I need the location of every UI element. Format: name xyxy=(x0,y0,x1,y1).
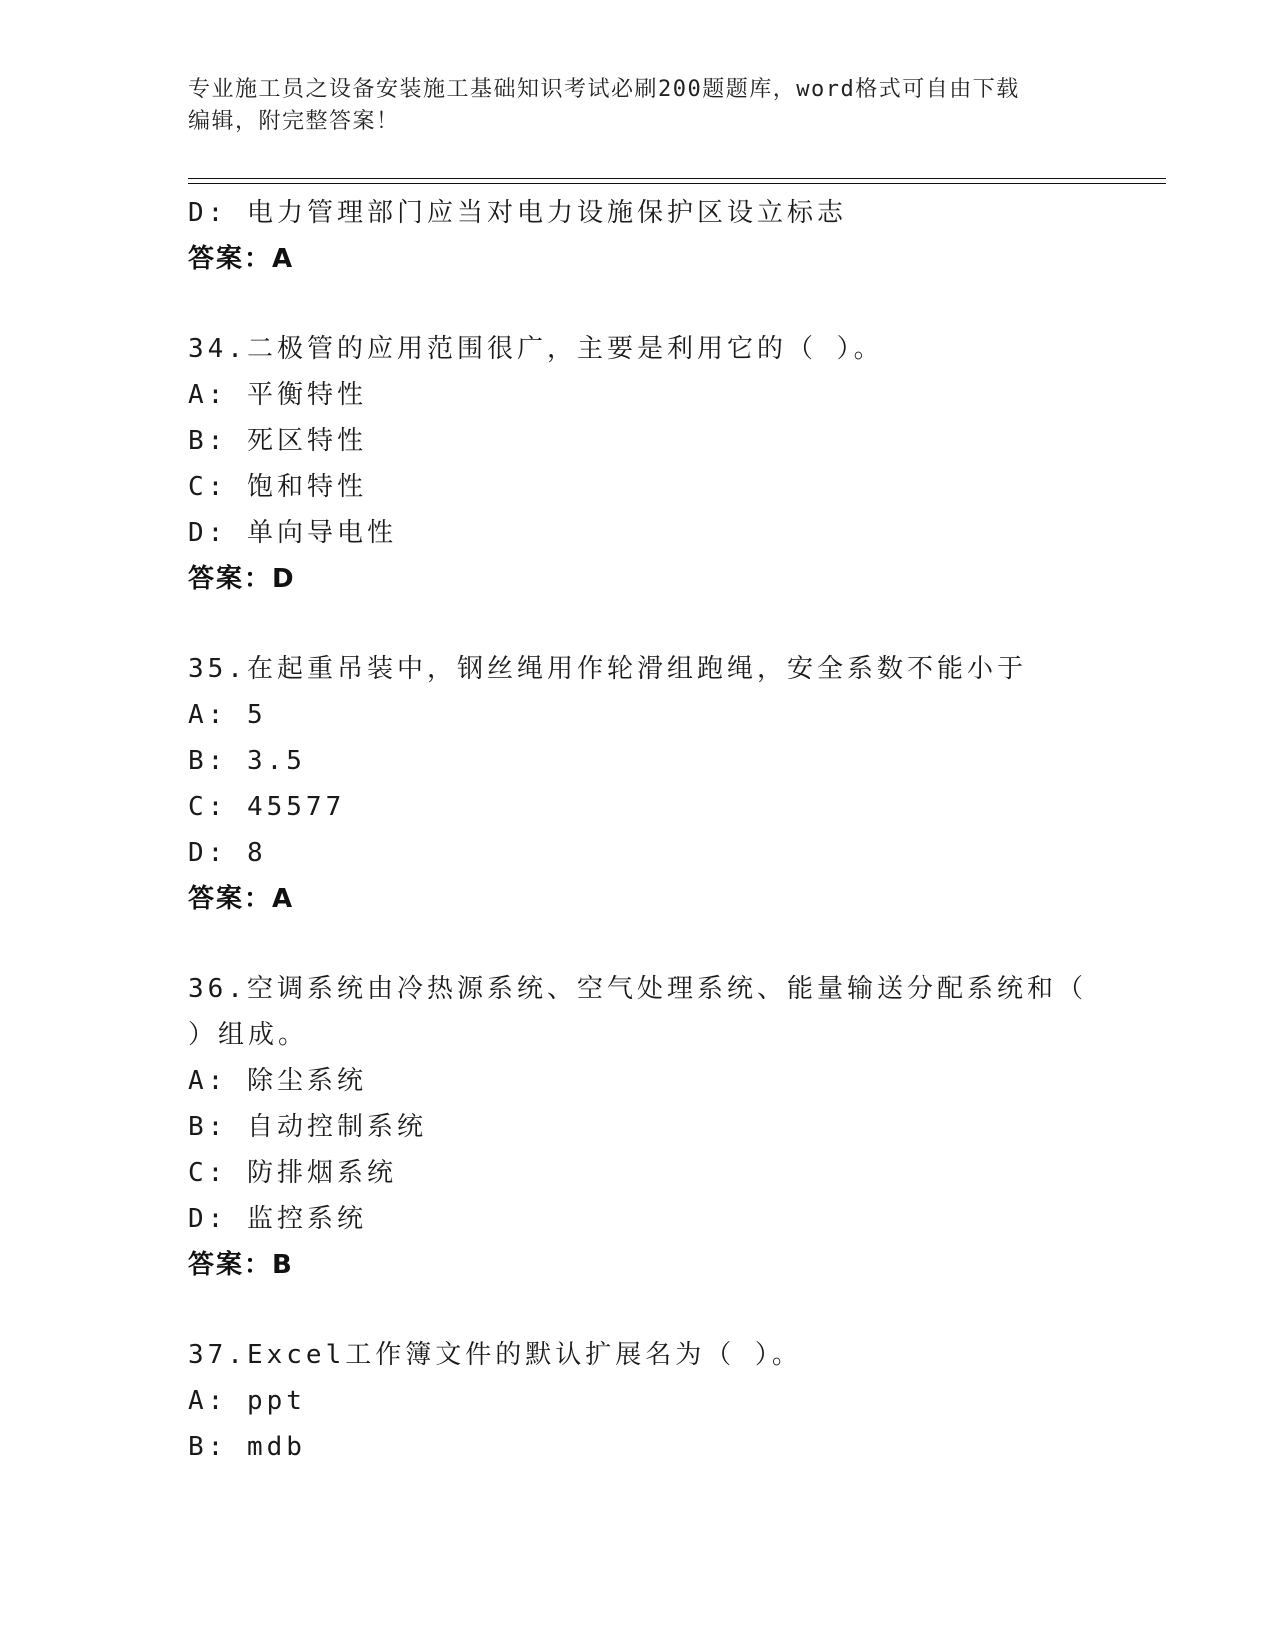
question-block-37 xyxy=(188,1332,1168,1470)
question-stem-line-1: 36.空调系统由冷热源系统、空气处理系统、能量输送分配系统和（ xyxy=(188,974,1087,1004)
option-b: B: 死区特性 xyxy=(188,426,367,456)
question-block-36 xyxy=(188,966,1168,1288)
option-b: B: 3.5 xyxy=(188,746,306,776)
question-stem: 34.二极管的应用范围很广，主要是利用它的（ ）。 xyxy=(188,334,884,364)
prev-question-answer: 答案：A xyxy=(188,244,295,274)
answer-line: 答案：B xyxy=(188,1250,294,1280)
header-divider-bottom xyxy=(188,183,1166,184)
option-c: C: 45577 xyxy=(188,792,346,822)
option-c: C: 饱和特性 xyxy=(188,472,367,502)
option-a: A: 除尘系统 xyxy=(188,1066,367,1096)
option-d: D: 监控系统 xyxy=(188,1204,367,1234)
header-title-line-1: 专业施工员之设备安装施工基础知识考试必刷200题题库，word格式可自由下载 xyxy=(188,77,1020,102)
option-c: C: 防排烟系统 xyxy=(188,1158,397,1188)
answer-line: 答案：A xyxy=(188,884,295,914)
question-stem-line-2: ）组成。 xyxy=(188,1020,309,1050)
spacer xyxy=(188,922,1168,966)
question-stem: 37.Excel工作簿文件的默认扩展名为（ ）。 xyxy=(188,1340,802,1370)
option-a: A: 5 xyxy=(188,700,267,730)
option-b: B: 自动控制系统 xyxy=(188,1112,427,1142)
question-block-35 xyxy=(188,646,1168,922)
document-header xyxy=(188,74,1068,138)
header-title-line-2: 编辑，附完整答案！ xyxy=(188,109,400,134)
question-block-34 xyxy=(188,326,1168,602)
option-d: D: 8 xyxy=(188,838,267,868)
option-a: A: ppt xyxy=(188,1386,306,1416)
spacer xyxy=(188,602,1168,646)
prev-question-option-d: D: 电力管理部门应当对电力设施保护区设立标志 xyxy=(188,198,847,228)
answer-line: 答案：D xyxy=(188,564,296,594)
option-d: D: 单向导电性 xyxy=(188,518,397,548)
option-b: B: mdb xyxy=(188,1432,306,1462)
question-stem: 35.在起重吊装中，钢丝绳用作轮滑组跑绳，安全系数不能小于 xyxy=(188,654,1027,684)
spacer xyxy=(188,1288,1168,1332)
option-a: A: 平衡特性 xyxy=(188,380,367,410)
header-divider-top xyxy=(188,178,1166,179)
spacer xyxy=(188,282,1168,326)
question-list xyxy=(188,190,1168,1470)
